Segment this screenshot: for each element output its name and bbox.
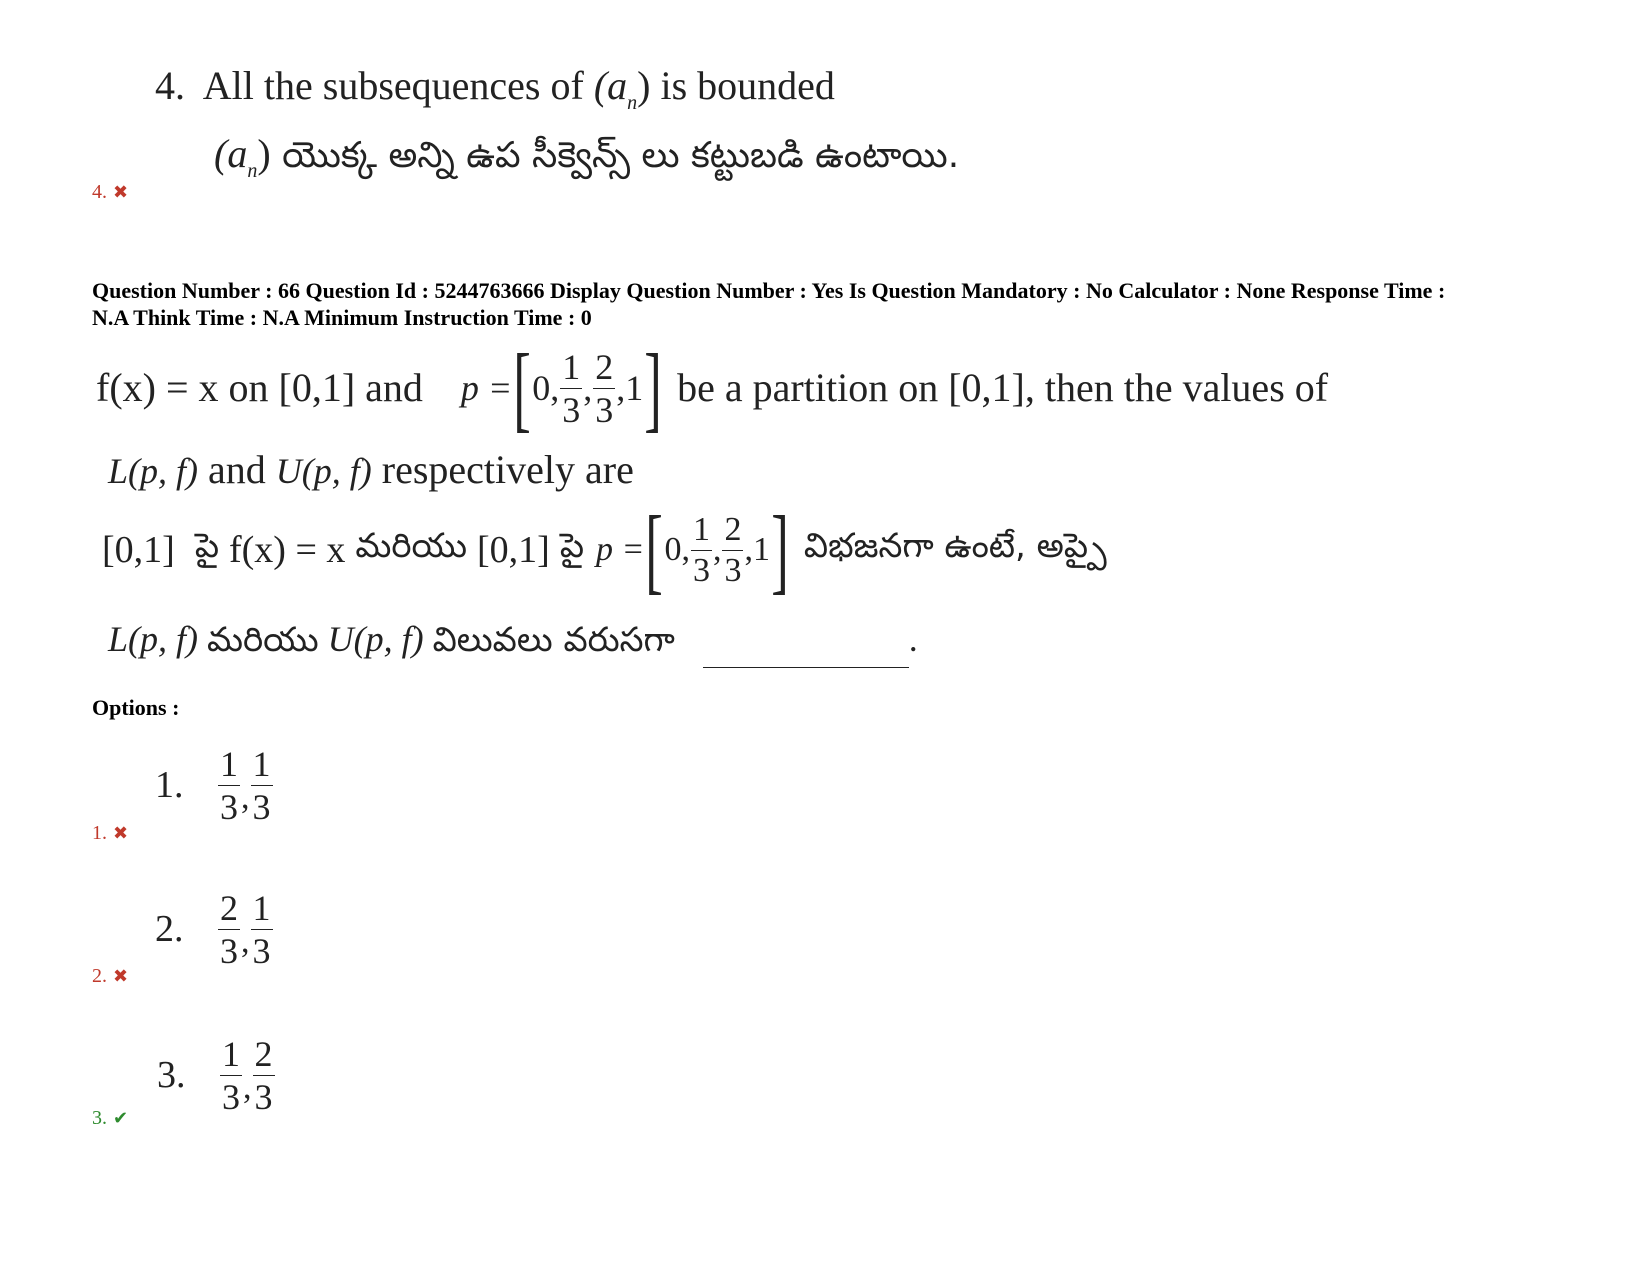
prev-option-number: 4. (155, 63, 185, 108)
sequence-close-te: ) (257, 131, 271, 176)
option-number: 3. (157, 1054, 186, 1096)
te-interval: [0,1] (102, 529, 175, 571)
and-word: and (208, 447, 266, 492)
option-fraction-b: $\frac{1}{3}$ (252, 887, 271, 971)
te-lower-sum-expr: L(p, f) (108, 619, 198, 659)
options-label: Options : (92, 695, 180, 720)
prev-option-telugu-text: యొక్క అన్ని ఉప సీక్వెన్స్ లు కట్టుబడి ఉంటాయి. (282, 135, 960, 176)
te-right-bracket: ] (771, 496, 789, 603)
right-bracket: ] (644, 334, 662, 441)
sequence-n-te: n (247, 160, 258, 182)
prev-option-text-suffix: is bounded (660, 63, 835, 108)
option-fraction-a: $\frac{1}{3}$ (220, 743, 238, 827)
question-te-line1 (102, 496, 1107, 603)
marker-label: 3. (92, 1107, 107, 1129)
te-mariyu: మరియు (355, 526, 468, 566)
te-fx: f(x) = x (229, 529, 346, 571)
te-pai-2: పై (559, 526, 585, 566)
te-pai: పై (194, 526, 219, 566)
question-en-line1-pre: f(x) = x on [0,1] and (96, 365, 423, 410)
option-fraction-a: $\frac{1}{3}$ (222, 1033, 240, 1117)
question-en-line1 (96, 334, 1329, 441)
question-meta-line1: Question Number : 66 Question Id : 5244763666 Display Question Number : Yes Is Question Mandatory : No Calculator : None Response Time : (92, 278, 1446, 303)
marker-label: 4. (92, 181, 107, 203)
question-en-line2 (108, 447, 634, 492)
cross-icon: ✖ (113, 182, 129, 202)
te-partition-zero: 0, (664, 531, 690, 568)
question-meta (92, 277, 1572, 331)
option-fraction-a: $\frac{2}{3}$ (220, 887, 238, 971)
te-fraction-two-thirds: $\frac{2}{3}$ (724, 510, 742, 589)
option-number: 2. (155, 908, 184, 950)
partition-one: ,1 (616, 368, 644, 408)
period: . (908, 619, 918, 659)
te-comma: , (712, 531, 722, 568)
option-fraction-b: $\frac{1}{3}$ (252, 743, 271, 827)
comma: , (583, 368, 593, 408)
cross-icon: ✖ (113, 823, 129, 843)
cross-icon: ✖ (113, 966, 129, 986)
prev-option-4-telugu (214, 131, 960, 182)
sequence-close: ) (637, 63, 651, 108)
check-icon: ✔ (113, 1108, 129, 1128)
p-equals: p = (460, 368, 513, 408)
option-3 (157, 1030, 276, 1120)
te-fraction-one-third: $\frac{1}{3}$ (692, 510, 710, 589)
sequence-n: n (627, 92, 638, 114)
question-te-line2 (108, 618, 918, 668)
upper-sum-expr: U(p, f) (275, 451, 372, 491)
option-2-marker (92, 965, 128, 988)
te-partition-one: ,1 (744, 531, 770, 568)
fraction-one-third: $\frac{1}{3}$ (562, 346, 581, 430)
option-comma: , (243, 1069, 252, 1106)
sequence-a: (a (593, 63, 628, 108)
lower-sum-expr: L(p, f) (108, 451, 198, 491)
left-bracket: [ (513, 334, 531, 441)
te-p-equals: p = (596, 531, 645, 568)
option-1-marker (92, 822, 128, 845)
option-fraction-b: $\frac{2}{3}$ (254, 1033, 273, 1117)
option-2 (155, 884, 274, 974)
te-interval-2: [0,1] (477, 529, 550, 571)
te-left-bracket: [ (645, 496, 664, 603)
partition-zero: 0, (532, 368, 560, 408)
option-number: 1. (155, 764, 184, 806)
option-1 (155, 740, 274, 830)
marker-label: 1. (92, 822, 107, 844)
te-mariyu-2: మరియు (207, 620, 319, 660)
marker-label: 2. (92, 965, 107, 987)
sequence-a-te: (a (214, 131, 248, 176)
question-en-line2-post: respectively are (381, 447, 634, 492)
prev-option-4-english (155, 63, 835, 114)
option-3-marker (92, 1107, 128, 1130)
te-partition-text: విభజనగా ఉంటే, అప్పై (803, 526, 1107, 566)
option-comma: , (241, 779, 250, 816)
question-meta-line2: N.A Think Time : N.A Minimum Instruction Time : 0 (92, 305, 592, 330)
prev-option-text-prefix: All the subsequences of (202, 63, 584, 108)
answer-blank (703, 633, 909, 668)
fraction-two-thirds: $\frac{2}{3}$ (595, 346, 614, 430)
te-upper-sum-expr: U(p, f) (327, 619, 424, 659)
option-comma: , (241, 923, 250, 960)
question-en-line1-post: be a partition on [0,1], then the values of (677, 365, 1329, 410)
prev-option-marker (92, 181, 128, 204)
te-values-text: విలువలు వరుసగా (432, 620, 675, 660)
